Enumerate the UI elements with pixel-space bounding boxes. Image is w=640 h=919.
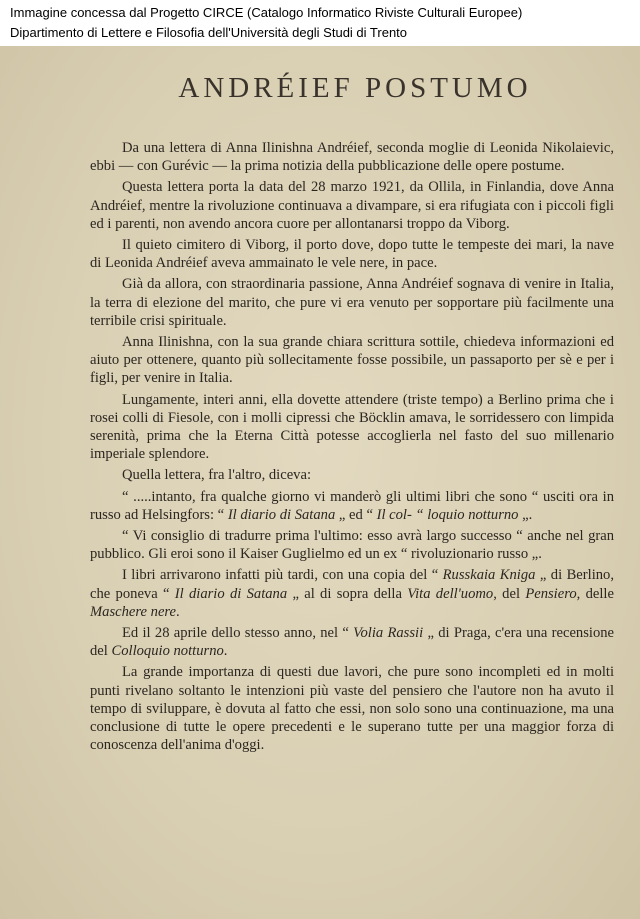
quote-text: „. <box>518 506 533 523</box>
italic-title: Il diario di Satana <box>227 506 336 523</box>
text-run: „ di Berlino, che poneva “ <box>90 567 614 602</box>
text-run: Ed il 28 aprile dello stesso anno, nel “ <box>122 625 354 642</box>
article-body <box>80 139 614 755</box>
text-run: . <box>223 643 228 660</box>
text-run: . <box>176 603 180 620</box>
paragraph: Anna Ilinishna, con la sua grande chiara scrittura sottile, chiedeva informazioni ed aiuto per ottenere, quanto più sollecitamente fosse possibile, un passaporto per sè e per i figli, per venire in Italia. <box>90 334 614 387</box>
italic-title: Il diario di Satana <box>174 585 288 602</box>
article-title: ANDRÉIEF POSTUMO <box>178 72 532 104</box>
text-run: „ di Praga, c'era una recensione del <box>90 625 615 660</box>
source-credit-header <box>0 0 640 46</box>
text-run: „ al di sopra della <box>287 585 408 602</box>
paragraph: Già da allora, con straordinaria passione, Anna Andréief sognava di venire in Italia, la terra di elezione del marito, che pure vi era venuto per sopportare più facilmente una terribile crisi spirituale. <box>90 276 614 329</box>
paragraph: La grande importanza di questi due lavori, che pure sono incompleti ed in molti punti rivelano soltanto le intenzioni più vaste del pensiero che l'autore non ha avuto il tempo di sviluppare, è dovuta al fatto che essi, non solo sono una continuazione, ma una conclusione di tutte le opere precedenti e le superano tutte per una maggior forza di conoscenza dell'anima d'oggi. <box>90 664 614 754</box>
scanned-page <box>0 46 640 919</box>
paragraph: Il quieto cimitero di Viborg, il porto dove, dopo tutte le tempeste dei mari, la nave di Leonida Andréief aveva ammainato le vele nere, in pace. <box>90 237 614 272</box>
italic-title: Volia Rassii <box>353 625 424 642</box>
italic-title: Pensiero <box>525 585 577 602</box>
quote-paragraph <box>90 488 614 524</box>
paragraph <box>90 624 614 660</box>
paragraph <box>90 566 614 621</box>
paragraph: Da una lettera di Anna Ilinishna Andréief, seconda moglie di Leonida Nikolaievic, ebbi — con Gurévic — la prima notizia della pubblicazione delle opere postume. <box>90 140 614 175</box>
credit-line-1: Immagine concessa dal Progetto CIRCE (Catalogo Informatico Riviste Culturali Europee) <box>10 5 523 20</box>
paragraph: Lungamente, interi anni, ella dovette attendere (triste tempo) a Berlino prima che i rosei colli di Fiesole, con i molli cipressi che Böcklin amava, le sorridessero con limpida serenità, prima che la Eterna Città potesse accoglierla nel fasto del suo millenario imperiale splendore. <box>90 391 614 463</box>
italic-title: Il col- “ loquio notturno <box>376 506 519 523</box>
paragraph: Quella lettera, fra l'altro, diceva: <box>122 467 312 484</box>
italic-title: Colloquio notturno <box>111 643 224 660</box>
text-run: , del <box>493 585 526 602</box>
quote-text: „ ed “ <box>335 506 377 523</box>
quote-paragraph: “ Vi consiglio di tradurre prima l'ultimo: esso avrà largo successo “ anche nel gran pubblico. Gli eroi sono il Kaiser Guglielmo ed un ex “ rivoluzionario russo „. <box>90 528 614 563</box>
text-run: , delle <box>576 585 614 602</box>
credit-line-2: Dipartimento di Lettere e Filosofia dell'Università degli Studi di Trento <box>10 25 408 40</box>
text-run: I libri arrivarono infatti più tardi, con una copia del “ <box>122 567 443 584</box>
italic-title: Vita dell'uomo <box>407 585 494 602</box>
italic-title: Russkaia Kniga <box>442 567 536 584</box>
paragraph: Questa lettera porta la data del 28 marzo 1921, da Ollila, in Finlandia, dove Anna Andréief, mentre la rivoluzione continuava a divampare, si era rifugiata con i piccoli figli ed i parenti, non avendo ancora cuore per allontanarsi troppo da Viborg. <box>90 179 614 232</box>
italic-title: Maschere nere <box>90 603 177 620</box>
quote-text: “ .....intanto, fra qualche giorno vi manderò gli ultimi libri che sono “ usciti ora in russo ad Helsingfors: “ <box>90 488 614 523</box>
